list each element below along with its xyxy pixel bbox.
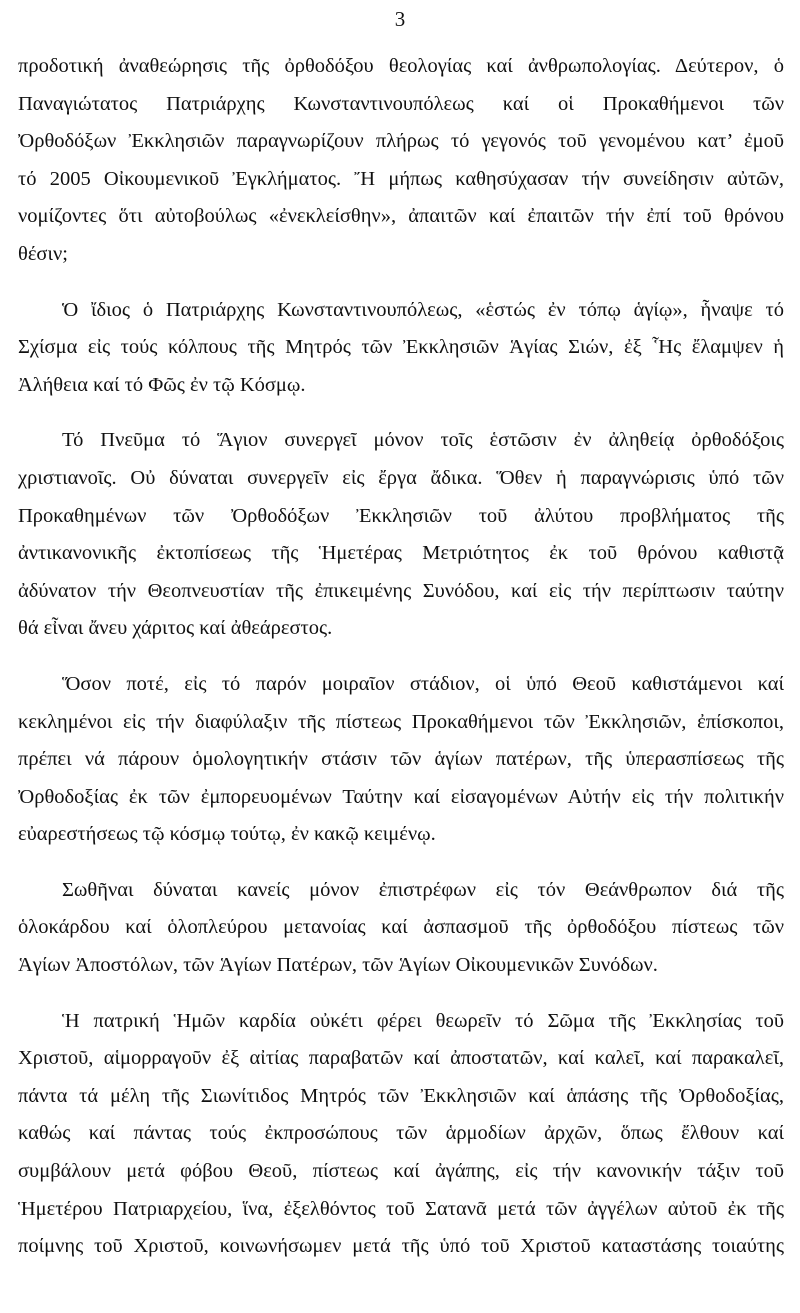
text-line: Χριστοῦ, αἱμορραγοῦν ἐξ αἰτίας παραβατῶν καί ἀποστατῶν, καί καλεῖ, καί παρακαλεῖ, bbox=[18, 1047, 784, 1070]
text-line: Ὁ ἴδιος ὁ Πατριάρχης Κωνσταντινουπόλεως, «ἑστώς ἐν τόπῳ ἁγίῳ», ἧναψε τό bbox=[62, 298, 784, 321]
paragraph bbox=[18, 292, 784, 405]
text-line: Τό Πνεῦμα τό Ἅγιον συνεργεῖ μόνον τοῖς ἑστῶσιν ἐν ἀληθείᾳ ὀρθοδόξοις bbox=[62, 429, 784, 452]
text-line: χριστιανοῖς. Οὐ δύναται συνεργεῖν εἰς ἔργα ἄδικα. Ὅθεν ἡ παραγνώρισις ὑπό τῶν bbox=[18, 466, 784, 489]
text-line: Ὀρθοδόξων Ἐκκλησιῶν παραγνωρίζουν πλήρως τό γεγονός τοῦ γενομένου κατ’ ἐμοῦ bbox=[18, 130, 784, 153]
text-line: θά εἶναι ἄνευ χάριτος καί ἀθεάρεστος. bbox=[18, 617, 333, 640]
text-line: Ἁγίων Ἀποστόλων, τῶν Ἁγίων Πατέρων, τῶν Ἁγίων Οἰκουμενικῶν Συνόδων. bbox=[18, 954, 658, 977]
text-line: Ἡ πατρική Ἡμῶν καρδία οὐκέτι φέρει θεωρεῖν τό Σῶμα τῆς Ἐκκλησίας τοῦ bbox=[62, 1009, 784, 1032]
text-line: Ὅσον ποτέ, εἰς τό παρόν μοιραῖον στάδιον, οἱ ὑπό Θεοῦ καθιστάμενοι καί bbox=[62, 672, 784, 695]
text-line: πρέπει νά πάρουν ὁμολογητικήν στάσιν τῶν ἁγίων πατέρων, τῆς ὑπερασπίσεως τῆς bbox=[18, 748, 784, 771]
text-line: προδοτική ἀναθεώρησις τῆς ὀρθοδόξου θεολογίας καί ἀνθρωπολογίας. Δεύτερον, ὁ bbox=[18, 55, 784, 77]
text-line: Σχίσμα εἰς τούς κόλπους τῆς Μητρός τῶν Ἐκκλησιῶν Ἁγίας Σιών, ἐξ Ἧς ἔλαμψεν ἡ bbox=[18, 336, 784, 359]
text-line: πάντα τά μέλη τῆς Σιωνίτιδος Μητρός τῶν Ἐκκλησιῶν καί ἁπάσης τῆς Ὀρθοδοξίας, bbox=[18, 1084, 784, 1107]
text-line: Σωθῆναι δύναται κανείς μόνον ἐπιστρέφων εἰς τόν Θεάνθρωπον διά τῆς bbox=[62, 878, 784, 901]
paragraph bbox=[18, 666, 784, 854]
text-line: ἀδύνατον τήν Θεοπνευστίαν τῆς ἐπικειμένης Συνόδου, καί εἰς τήν περίπτωσιν ταύτην bbox=[18, 579, 784, 602]
page-number: 3 bbox=[394, 7, 406, 31]
text-line: θέσιν; bbox=[18, 242, 68, 265]
text-line: ὁλοκάρδου καί ὁλοπλεύρου μετανοίας καί ἀσπασμοῦ τῆς ὀρθοδόξου πίστεως τῶν bbox=[18, 916, 784, 939]
text-line: Ἡμετέρου Πατριαρχείου, ἵνα, ἐξελθόντος τοῦ Σατανᾶ μετά τῶν ἀγγέλων αὐτοῦ ἐκ τῆς bbox=[18, 1197, 784, 1220]
text-line: εὐαρεστήσεως τῷ κόσμῳ τούτῳ, ἐν κακῷ κειμένῳ. bbox=[18, 823, 436, 846]
text-line: τό 2005 Οἰκουμενικοῦ Ἐγκλήματος. Ἤ μήπως καθησύχασαν τήν συνείδησιν αὐτῶν, bbox=[18, 167, 784, 190]
text-line: Παναγιώτατος Πατριάρχης Κωνσταντινουπόλεως καί οἱ Προκαθήμενοι τῶν bbox=[18, 92, 784, 115]
text-line: καθώς καί πάντας τούς ἐκπροσώπους τῶν ἁρμοδίων ἀρχῶν, ὅπως ἔλθουν καί bbox=[18, 1122, 784, 1145]
text-line: Ὀρθοδοξίας ἐκ τῶν ἐμπορευομένων Ταύτην καί εἰσαγομένων Αὐτήν εἰς τήν πολιτικήν bbox=[18, 785, 784, 808]
text-line: συμβάλουν μετά φόβου Θεοῦ, πίστεως καί ἀγάπης, εἰς τήν κανονικήν τάξιν τοῦ bbox=[18, 1160, 784, 1183]
text-line: Προκαθημένων τῶν Ὀρθοδόξων Ἐκκλησιῶν τοῦ ἀλύτου προβλήματος τῆς bbox=[18, 504, 784, 527]
paragraph bbox=[18, 48, 784, 274]
paragraph bbox=[18, 422, 784, 648]
text-line: Ἀλήθεια καί τό Φῶς ἐν τῷ Κόσμῳ. bbox=[18, 373, 306, 396]
paragraph bbox=[18, 1003, 784, 1266]
text-line: ἀντικανονικῆς ἐκτοπίσεως τῆς Ἡμετέρας Μετριότητος ἐκ τοῦ θρόνου καθιστᾷ bbox=[18, 542, 784, 565]
text-line: κεκλημένοι εἰς τήν διαφύλαξιν τῆς πίστεως Προκαθήμενοι τῶν Ἐκκλησιῶν, ἐπίσκοποι, bbox=[18, 710, 784, 733]
document-body bbox=[18, 48, 784, 1284]
paragraph bbox=[18, 872, 784, 985]
text-line: νομίζοντες ὅτι αὐτοβούλως «ἐνεκλείσθην», ἀπαιτῶν καί ἐπαιτῶν τήν ἐπί τοῦ θρόνου bbox=[18, 205, 784, 228]
text-line: ποίμνης τοῦ Χριστοῦ, κοινωνήσωμεν μετά τῆς ὑπό τοῦ Χριστοῦ καταστάσης τοιαύτης bbox=[18, 1235, 784, 1258]
